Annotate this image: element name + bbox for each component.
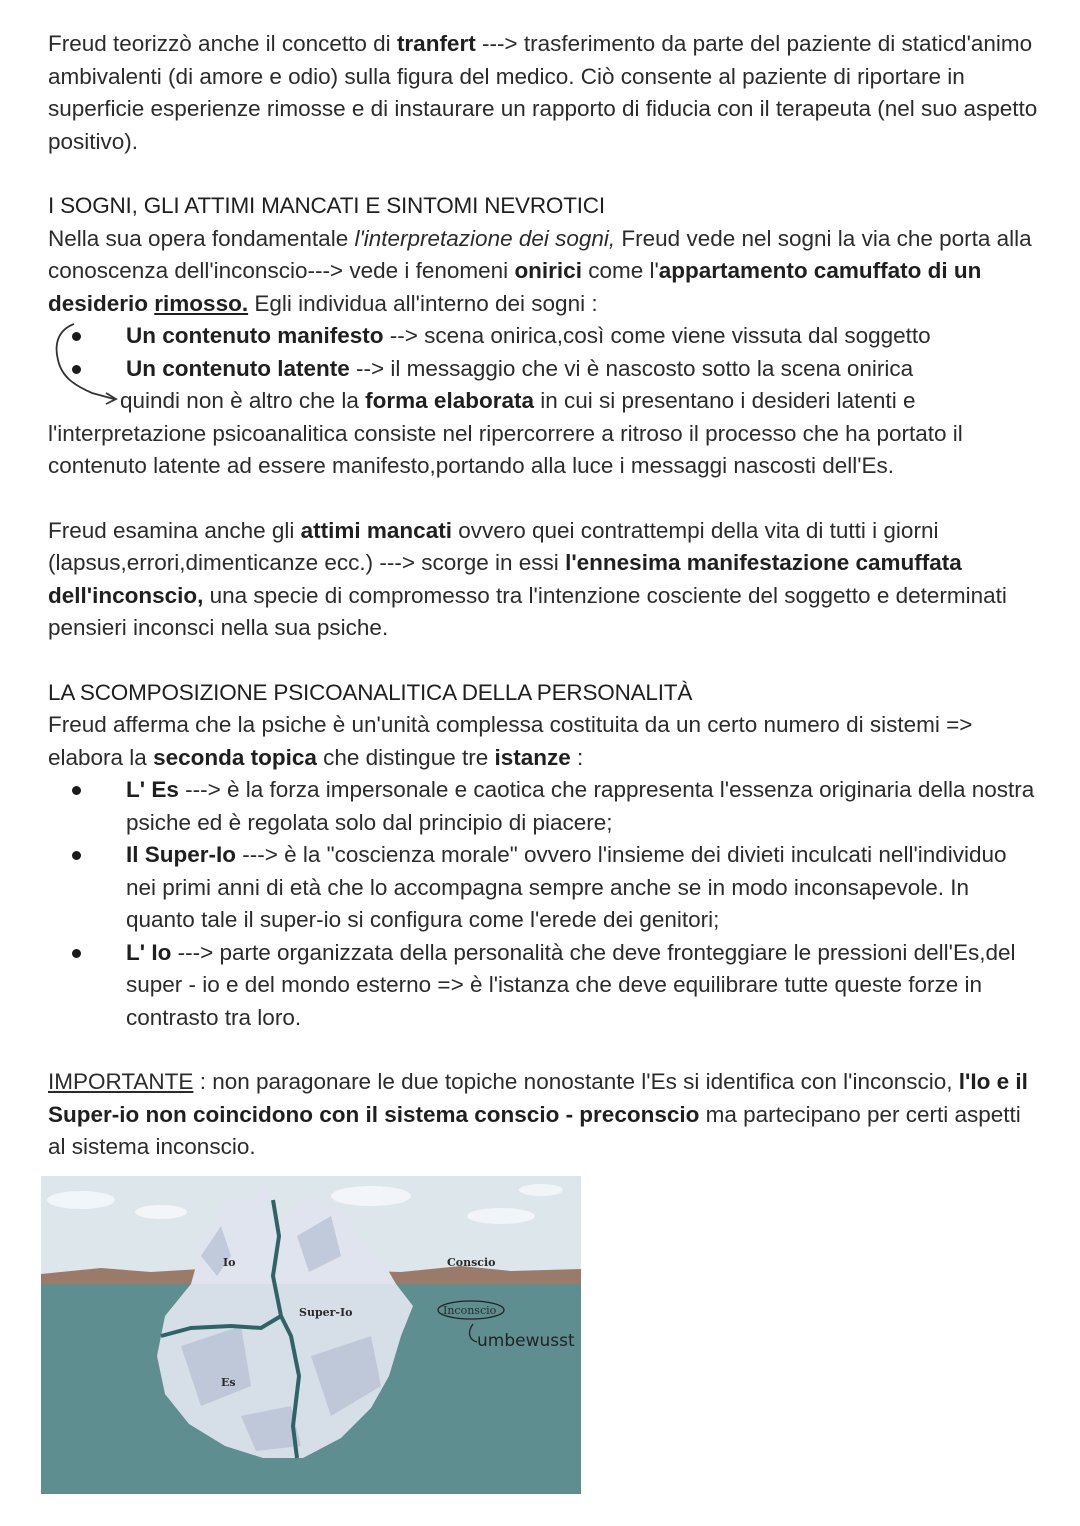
text: Freud esamina anche gli (48, 517, 301, 543)
bold-term: l'ennesima manifestazione camuffata dell'inconscio, (48, 550, 962, 608)
bold-term: L' Es (126, 777, 179, 802)
list-istanze (48, 774, 1038, 1034)
text: ---> è la forza impersonale e caotica che rappresenta l'essenza originaria della nostra psiche ed è regolata solo dal principio di piacere; (126, 777, 1035, 835)
underlined-term: rimosso. (154, 290, 249, 316)
text: quindi non è altro che la (120, 388, 366, 413)
bold-term: Il Super-Io (126, 842, 237, 867)
paragraph-interpretazione: l'interpretazione psicoanalitica consiste nel ripercorrere a ritroso il processo che ha portato il contenuto latente ad essere manifesto,portando alla luce i messaggi nascosti dell'Es. (48, 420, 963, 478)
paragraph-seconda-topica (48, 709, 1038, 774)
label-conscio: Conscio (447, 1256, 496, 1269)
text: Freud vede nel sogni la via che porta alla conoscenza dell'inconscio---> vede i fenomeni (48, 225, 1032, 283)
label-inconscio: Inconscio (443, 1304, 497, 1317)
bullet-icon (72, 949, 81, 958)
text: in cui si presentano i desideri latenti e (533, 388, 916, 413)
bold-term: forma elaborata (365, 388, 534, 413)
text: --> il messaggio che vi è nascosto sotto la scena onirica (349, 355, 914, 381)
text: : (570, 744, 584, 770)
paragraph-sogni-intro (48, 223, 1038, 321)
handwritten-note: umbewusst (477, 1331, 575, 1351)
text: Freud afferma che la psiche è un'unità complessa costituita da un certo numero di sistemi => elabora la (48, 712, 973, 770)
text: ---> è la "coscienza morale" ovvero l'insieme dei divieti inculcati nell'individuo nei primi anni di età che lo accompagna sempre anche se in modo inconsapevole. In quanto tale il super-io si configura come l'erede dei genitori; (126, 842, 1007, 932)
section-heading-personalita: LA SCOMPOSIZIONE PSICOANALITICA DELLA PERSONALITÀ (48, 679, 693, 705)
bold-term: Un contenuto manifesto (126, 323, 384, 348)
bullet-icon (72, 365, 81, 374)
bold-term: onirici (514, 258, 582, 283)
text: come l' (581, 258, 659, 283)
list-item (48, 839, 1038, 937)
italic-title: l'interpretazione dei sogni, (354, 225, 616, 251)
iceberg-illustration (41, 1176, 581, 1494)
list-item (48, 937, 1038, 1035)
list-contenuti (48, 320, 1038, 385)
document-page (48, 28, 1038, 1164)
bold-term: seconda topica (153, 744, 317, 770)
bold-term: tranfert (396, 31, 476, 56)
bold-term: Un contenuto latente (126, 355, 350, 381)
iceberg-diagram (41, 1176, 581, 1494)
underlined-label: IMPORTANTE (48, 1069, 194, 1094)
bold-term: l'Io e il Super-io non coincidono con il sistema conscio - preconscio (48, 1069, 1028, 1127)
text: Freud teorizzò anche il concetto di (48, 31, 397, 56)
paragraph-attimi-mancati (48, 515, 1038, 645)
list-item (48, 320, 1038, 353)
paragraph-transfert (48, 28, 1038, 158)
text: ---> parte organizzata della personalità che deve fronteggiare le pressioni dell'Es,del super - io e del mondo esterno => è l'istanza che deve equilibrare tutte queste forze in contrasto tra loro. (126, 939, 1016, 1030)
list-item (48, 774, 1038, 839)
continuation-line (48, 385, 1038, 418)
text: : non paragonare le due topiche nonostante l'Es si identifica con l'inconscio, (193, 1069, 959, 1094)
bold-term: L' Io (126, 939, 172, 965)
bullet-icon (72, 332, 81, 341)
section-heading-sogni: I SOGNI, GLI ATTIMI MANCATI E SINTOMI NEVROTICI (48, 193, 605, 218)
bold-term: attimi mancati (300, 517, 452, 543)
bullet-icon (72, 851, 81, 860)
text: che distingue tre (316, 744, 495, 770)
text: --> scena onirica,così come viene vissuta dal soggetto (383, 323, 931, 348)
list-item (48, 353, 1038, 386)
text: ma partecipano per certi aspetti al sistema inconscio. (48, 1101, 1021, 1159)
bold-term: appartamento camuffato di un desiderio (48, 258, 982, 316)
label-es: Es (221, 1376, 236, 1389)
text: una specie di compromesso tra l'intenzione cosciente del soggetto e determinati pensieri inconsci nella sua psiche. (48, 582, 1007, 640)
text: ovvero quei contrattempi della vita di tutti i giorni (lapsus,errori,dimenticanze ecc.) ---> scorge in essi (48, 517, 939, 575)
text: Egli individua all'interno dei sogni : (248, 290, 598, 316)
bold-term: istanze (494, 744, 571, 770)
bullet-icon (72, 786, 81, 795)
text: Nella sua opera fondamentale (48, 225, 355, 251)
label-super-io: Super-Io (299, 1306, 353, 1319)
paragraph-importante (48, 1066, 1038, 1164)
text: ---> trasferimento da parte del paziente di staticd'animo ambivalenti (di amore e odio) sulla figura del medico. Ciò consente al paziente di riportare in superficie esperienze rimosse e di instaurare un rapporto di fiducia con il terapeuta (nel suo aspetto positivo). (48, 31, 1038, 154)
sogni-bullets-block (48, 320, 1038, 418)
label-io: Io (223, 1256, 236, 1269)
